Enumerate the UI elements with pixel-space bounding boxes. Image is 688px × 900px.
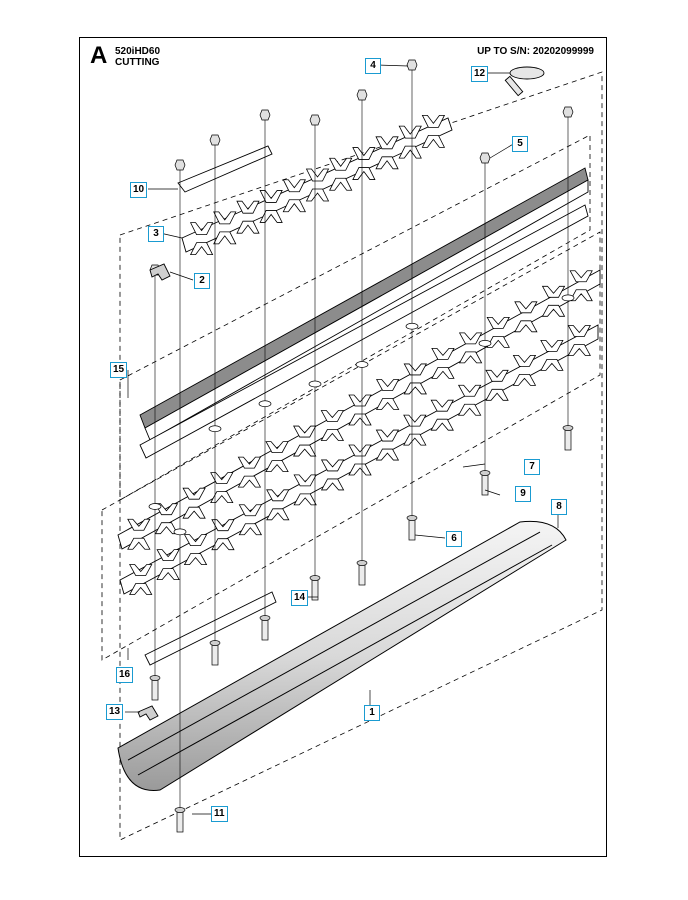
- washer-part: [149, 504, 161, 510]
- screw-part: [152, 680, 158, 700]
- nut-part: [210, 135, 220, 145]
- serial-range: UP TO S/N: 20202099999: [477, 46, 594, 57]
- washer-part: [479, 340, 491, 346]
- callout-12[interactable]: 12: [471, 66, 488, 82]
- screw-head-part: [480, 471, 490, 476]
- screw-part: [409, 520, 415, 540]
- screw-head-part: [407, 516, 417, 521]
- key-tool-part-12: [505, 67, 544, 96]
- washer-part: [209, 426, 221, 432]
- screw-part: [262, 620, 268, 640]
- nut-part: [563, 107, 573, 117]
- upper-blade: [182, 115, 452, 254]
- nut-part: [260, 110, 270, 120]
- model-name: 520iHD60: [115, 46, 161, 57]
- callout-2[interactable]: 2: [194, 273, 210, 289]
- callout-3[interactable]: 3: [148, 226, 164, 242]
- washer-part: [406, 323, 418, 329]
- screw-head-part: [210, 641, 220, 646]
- screw-part: [177, 812, 183, 832]
- section-letter: A: [90, 42, 108, 69]
- callout-7[interactable]: 7: [524, 459, 540, 475]
- nut-part: [480, 153, 490, 163]
- washer-part: [259, 401, 271, 407]
- nut-part: [310, 115, 320, 125]
- callout-10[interactable]: 10: [130, 182, 147, 198]
- callout-1[interactable]: 1: [364, 705, 380, 721]
- screw-head-part: [563, 426, 573, 431]
- callout-9[interactable]: 9: [515, 486, 531, 502]
- screw-head-part: [175, 808, 185, 813]
- screw-part: [212, 645, 218, 665]
- clip-part-13: [138, 706, 158, 720]
- screw-head-part: [150, 676, 160, 681]
- screw-head-part: [357, 561, 367, 566]
- washer-part: [562, 295, 574, 301]
- plate-part-14: [145, 592, 276, 665]
- callout-15[interactable]: 15: [110, 362, 127, 378]
- callout-13[interactable]: 13: [106, 704, 123, 720]
- washer-part: [356, 362, 368, 368]
- screw-head-part: [260, 616, 270, 621]
- plate-part-10: [178, 146, 272, 192]
- callout-6[interactable]: 6: [446, 531, 462, 547]
- screw-part: [482, 475, 488, 495]
- nut-part: [407, 60, 417, 70]
- callout-5[interactable]: 5: [512, 136, 528, 152]
- nut-part: [357, 90, 367, 100]
- callout-16[interactable]: 16: [116, 667, 133, 683]
- screw-part: [359, 565, 365, 585]
- nut-part: [175, 160, 185, 170]
- callout-14[interactable]: 14: [291, 590, 308, 606]
- group-name: CUTTING: [115, 57, 160, 68]
- callout-4[interactable]: 4: [365, 58, 381, 74]
- screw-head-part: [310, 576, 320, 581]
- washer-part: [174, 529, 186, 535]
- blade-guard: [118, 521, 566, 790]
- screw-part: [565, 430, 571, 450]
- callout-11[interactable]: 11: [211, 806, 228, 822]
- washer-part: [309, 381, 321, 387]
- callout-8[interactable]: 8: [551, 499, 567, 515]
